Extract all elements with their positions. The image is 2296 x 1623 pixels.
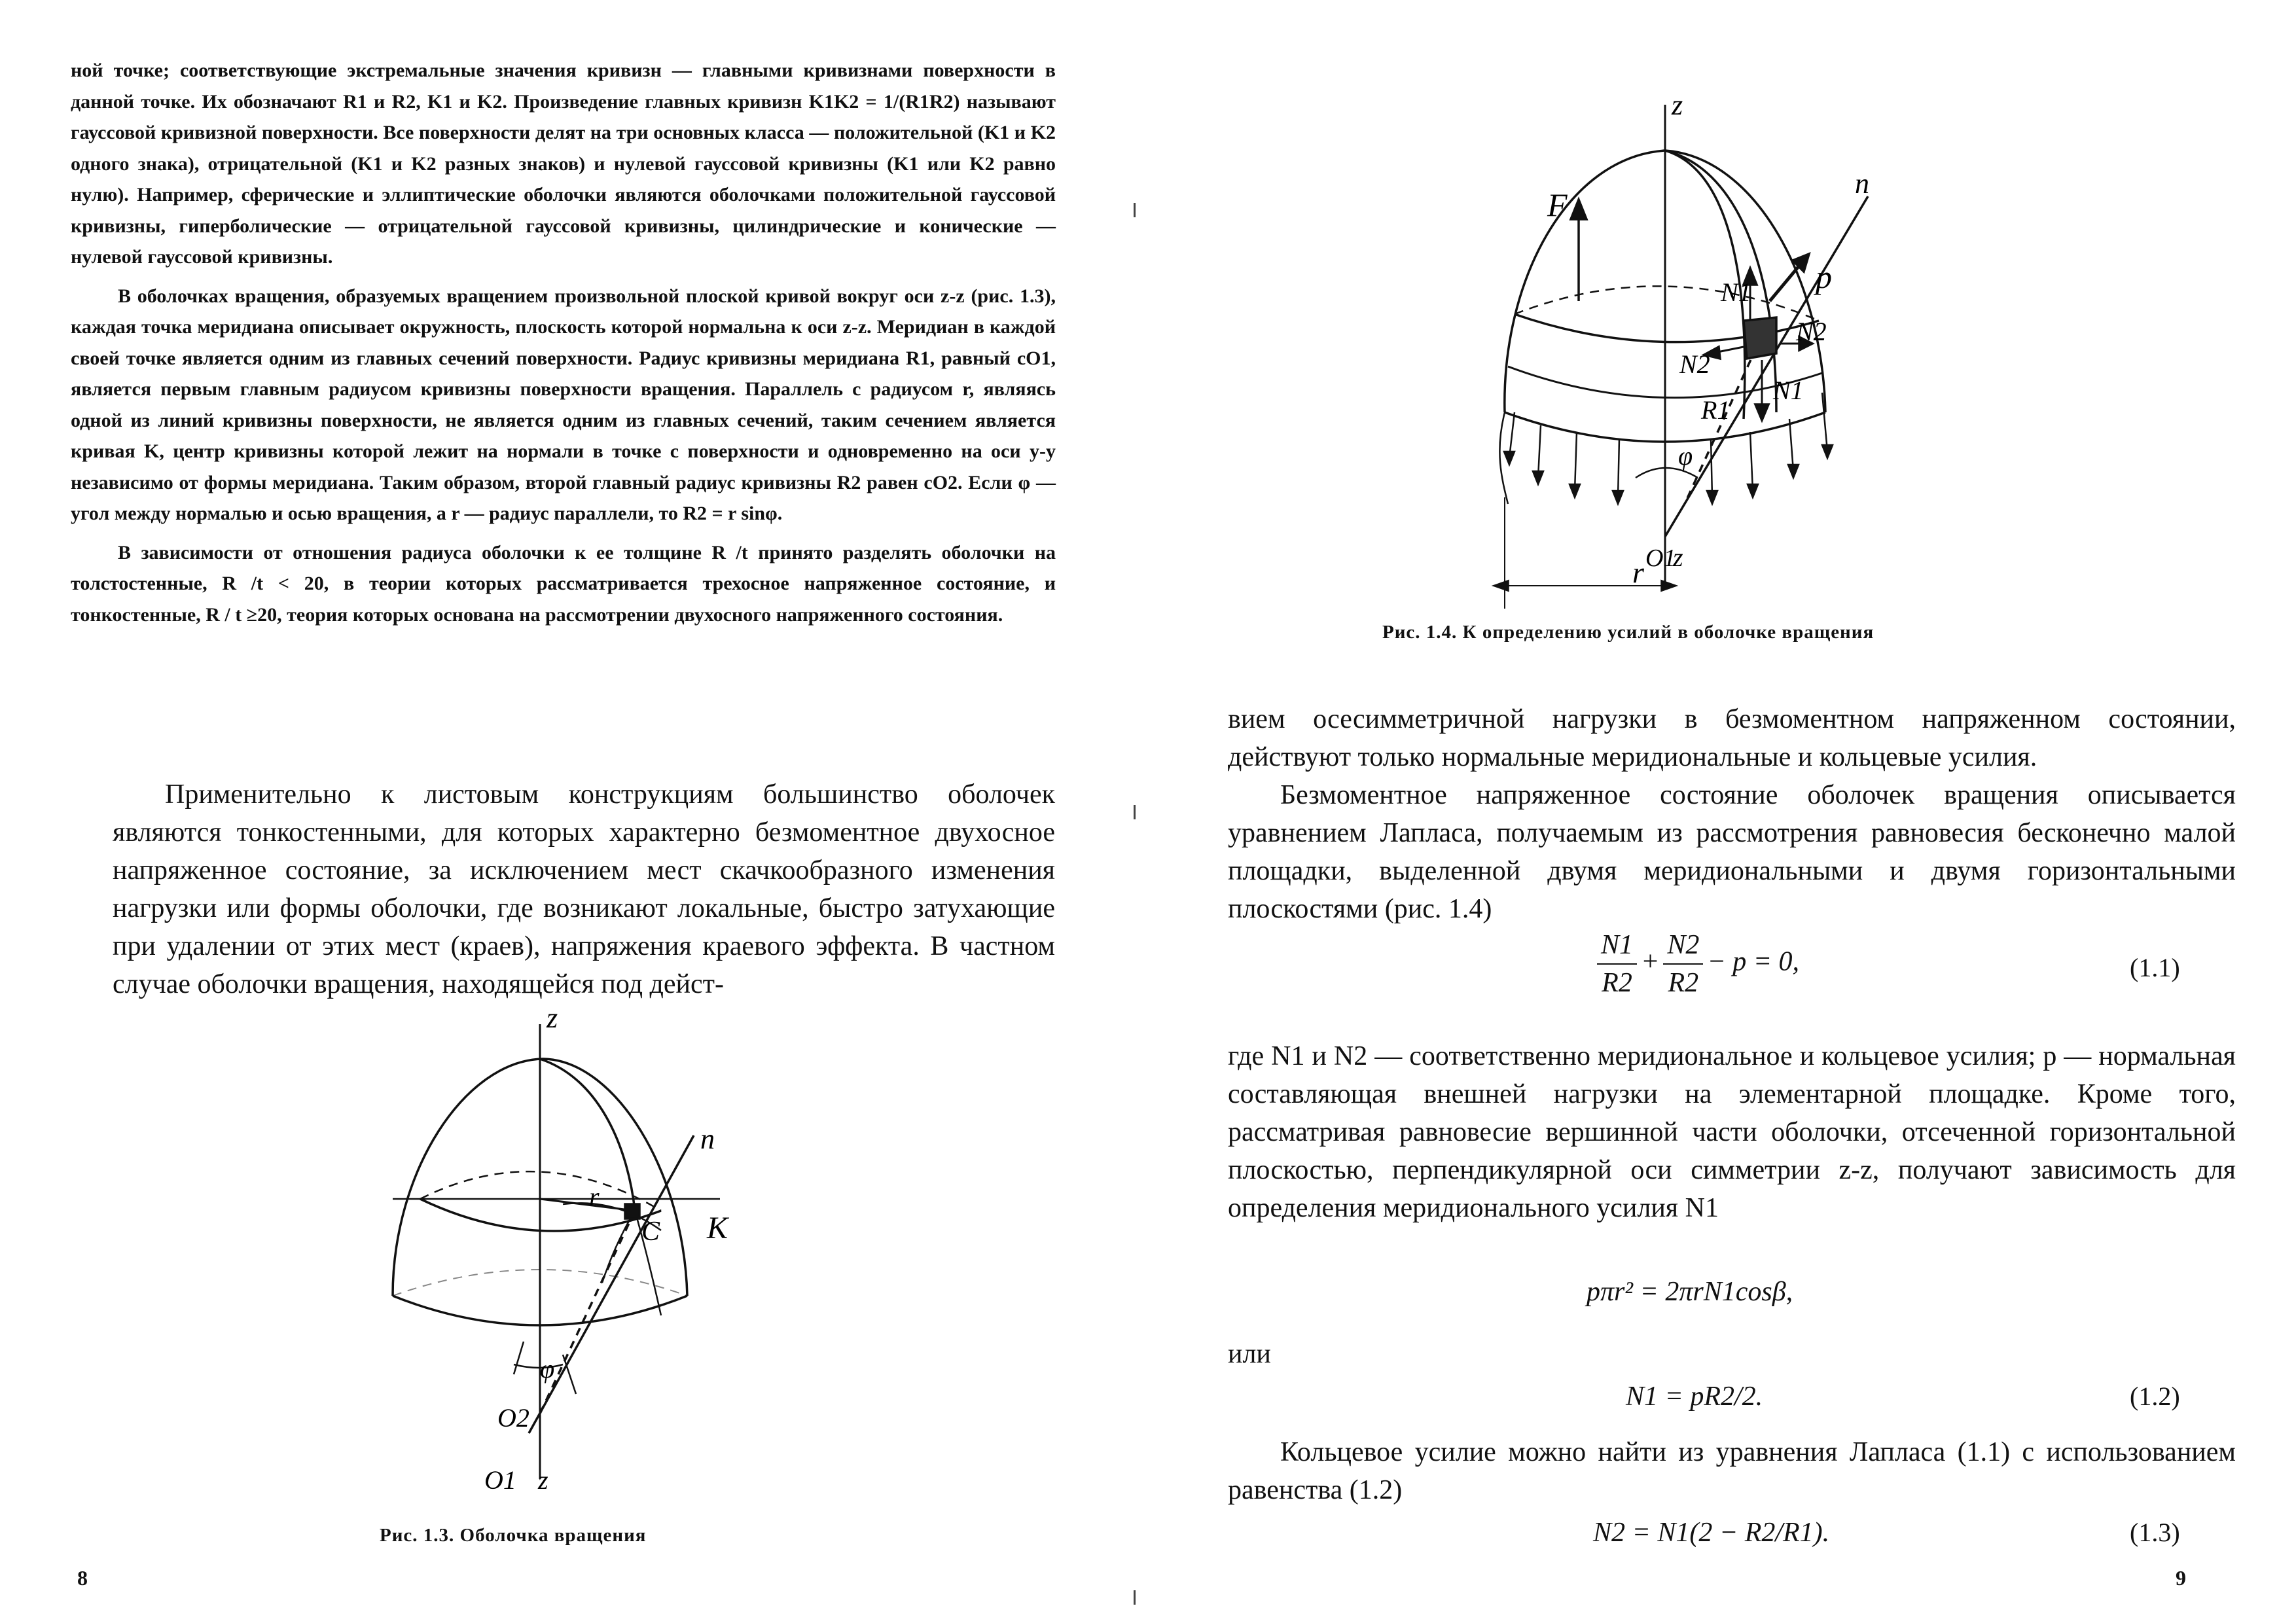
load-arrows bbox=[1504, 393, 1833, 504]
equation-1-2-number: (1.2) bbox=[2130, 1382, 2180, 1411]
label-n: n bbox=[1855, 168, 1869, 200]
meridian bbox=[540, 1059, 635, 1211]
paragraph-continuation: вием осесимметричной нагрузки в безмоментном напряженном состоянии, действуют только нормальные меридиональные и кольцевые усилия. bbox=[1228, 704, 2236, 772]
scan-mark bbox=[1134, 203, 1136, 217]
label-N1-bottom: N1 bbox=[1773, 376, 1804, 405]
ring-back bbox=[1515, 286, 1819, 321]
point-C-marker bbox=[625, 1204, 639, 1219]
label-O2: O2 bbox=[497, 1403, 529, 1433]
label-C: C bbox=[641, 1217, 660, 1247]
label-F: F bbox=[1547, 187, 1568, 223]
label-O1: O1 bbox=[484, 1465, 516, 1495]
label-N2-left: N2 bbox=[1679, 349, 1710, 379]
figure-1-4-caption: Рис. 1.4. К определению усилий в оболочке вращения bbox=[1382, 622, 1874, 643]
label-z-bottom: z bbox=[538, 1465, 548, 1495]
label-N2-right: N2 bbox=[1796, 317, 1827, 346]
paragraph-thin-walled: Применительно к листовым конструкциям большинство оболочек являются тонкостенными, для которых характерно безмоментное двухосное напряженное состояние, за исключением мест скачкообразного изменения нагрузки или формы оболочки, где возникают локальные, быстро затухающие при удалении от этих мест (краев), напряжения краевого эффекта. В частном случае оболочки вращения, находящейся под дейст- bbox=[113, 779, 1055, 999]
small-text-block bbox=[71, 55, 1056, 630]
paragraph-thickness: В зависимости от отношения радиуса оболочки к ее толщине R /t принято разделять оболочки на толстостенные, R /t < 20, в теории которых рассматривается трехосное напряженное состояние, и тонкостенные, R / t ≥20, теория которых основана на рассмотрении двухосного напряженного состояния. bbox=[71, 541, 1056, 626]
label-n: n bbox=[700, 1123, 715, 1155]
label-K: K bbox=[707, 1211, 728, 1245]
equation-1-1: $\frac{N1}{R2}$ + $\frac{N2}{R2}$ − p = 0, bbox=[1593, 929, 1799, 999]
big-text-block bbox=[113, 776, 1055, 1003]
equation-1-2: N1 = pR2/2. bbox=[1626, 1382, 1763, 1412]
equation-1-3-number: (1.3) bbox=[2130, 1518, 2180, 1547]
paragraph-curvature: ной точке; соответствующие экстремальные значения кривизн — главными кривизнами поверхности в данной точке. Их обозначают R1 и R2, K1 и K2. Произведение главных кривизн K1K2 = 1/(R1R2) называют гауссовой кривизной поверхности. Все поверхности делят на три основных класса — положительной (K1 и K2 одного знака), отрицательной (K1 и K2 разных знаков) и нулевой гауссовой кривизны (K1 или K2 равно нулю). Например, сферические и эллиптические оболочки являются оболочками положительной гауссовой кривизны, гиперболические — отрицательной гауссовой кривизны, цилиндрические и конические — нулевой гауссовой кривизны. bbox=[71, 60, 1056, 268]
paragraph-where: где N1 и N2 — соответственно меридиональное и кольцевое усилия; p — нормальная составляющая внешней нагрузки на элементарной площадке. Кроме того, рассматривая равновесие вершинной части оболочки, отсеченной горизонтальной плоскостью, перпендикулярной оси симметрии z-z, получают зависимость для определения меридионального усилия N1 bbox=[1228, 1041, 2236, 1223]
pressure-p-arrow bbox=[1770, 262, 1803, 301]
fraction-N2-R2: $\frac{N2}{R2}$ bbox=[1663, 929, 1703, 999]
label-z-bottom: z bbox=[1673, 543, 1683, 572]
label-r: r bbox=[589, 1182, 600, 1211]
right-text-block-2 bbox=[1228, 1037, 2236, 1227]
label-phi: φ bbox=[1678, 441, 1693, 471]
page-number-right: 9 bbox=[2176, 1566, 2186, 1590]
figure-1-4-forces-in-shell bbox=[1469, 85, 1888, 609]
paragraph-laplace: Безмоментное напряженное состояние оболочек вращения описывается уравнением Лапласа, получаемым из рассмотрения равновесия бесконечно малой площадки, выделенной двумя меридиональными и двумя горизонтальными плоскостями (рис. 1.4) bbox=[1228, 780, 2236, 924]
scan-mark bbox=[1134, 805, 1136, 819]
figure-1-3-caption: Рис. 1.3. Оболочка вращения bbox=[380, 1525, 647, 1546]
label-r: r bbox=[1632, 556, 1644, 589]
paragraph-hoop-force: Кольцевое усилие можно найти из уравнения Лапласа (1.1) с использованием равенства (1.2) bbox=[1228, 1437, 2236, 1505]
equation-1-3: N2 = N1(2 − R2/R1). bbox=[1593, 1518, 1830, 1548]
right-text-block-3 bbox=[1228, 1433, 2236, 1509]
scan-mark bbox=[1134, 1590, 1136, 1605]
paragraph-shells-of-revolution: В оболочках вращения, образуемых вращением произвольной плоской кривой вокруг оси z-z (рис. 1.3), каждая точка меридиана описывает окружность, плоскость которой нормальна к оси z-z. Меридиан в каждой своей точке является одним из главных сечений поверхности. Радиус кривизны меридиана R1, равный cO1, является первым главным радиусом кривизны поверхности вращения. Параллель с радиусом r, являясь одной из линий кривизны поверхности, не является одним из главных сечений, таким сечением является кривая K, центр кривизны которой лежит на нормали в точке c поверхности и одновременно на оси y-y независимо от формы меридиана. Таким образом, второй главный радиус кривизны R2 равен cO2. Если φ — угол между нормалью и осью вращения, а r — радиус параллели, то R2 = r sinφ. bbox=[71, 285, 1056, 524]
angle-arc bbox=[514, 1364, 563, 1368]
equation-meridional: pπr² = 2πrN1cosβ, bbox=[1587, 1277, 1793, 1307]
fraction-N1-R2: $\frac{N1}{R2}$ bbox=[1597, 929, 1637, 999]
label-phi: φ bbox=[540, 1354, 555, 1383]
element-area bbox=[1744, 317, 1776, 359]
label-z-top: z bbox=[1672, 89, 1683, 121]
right-text-block-1 bbox=[1228, 700, 2236, 928]
label-N1-top: N1 bbox=[1721, 277, 1751, 307]
page-number-left: 8 bbox=[77, 1566, 88, 1590]
label-z-top: z bbox=[547, 1008, 558, 1034]
figure-1-3-shell-of-revolution bbox=[367, 1008, 746, 1518]
normal-line bbox=[529, 1135, 694, 1433]
label-O1: O1 bbox=[1645, 544, 1676, 572]
word-or: или bbox=[1228, 1339, 1271, 1369]
equation-1-1-number: (1.1) bbox=[2130, 953, 2180, 982]
right-page bbox=[1148, 0, 2296, 1623]
label-p: p bbox=[1816, 259, 1832, 295]
label-R1: R1 bbox=[1701, 395, 1731, 425]
